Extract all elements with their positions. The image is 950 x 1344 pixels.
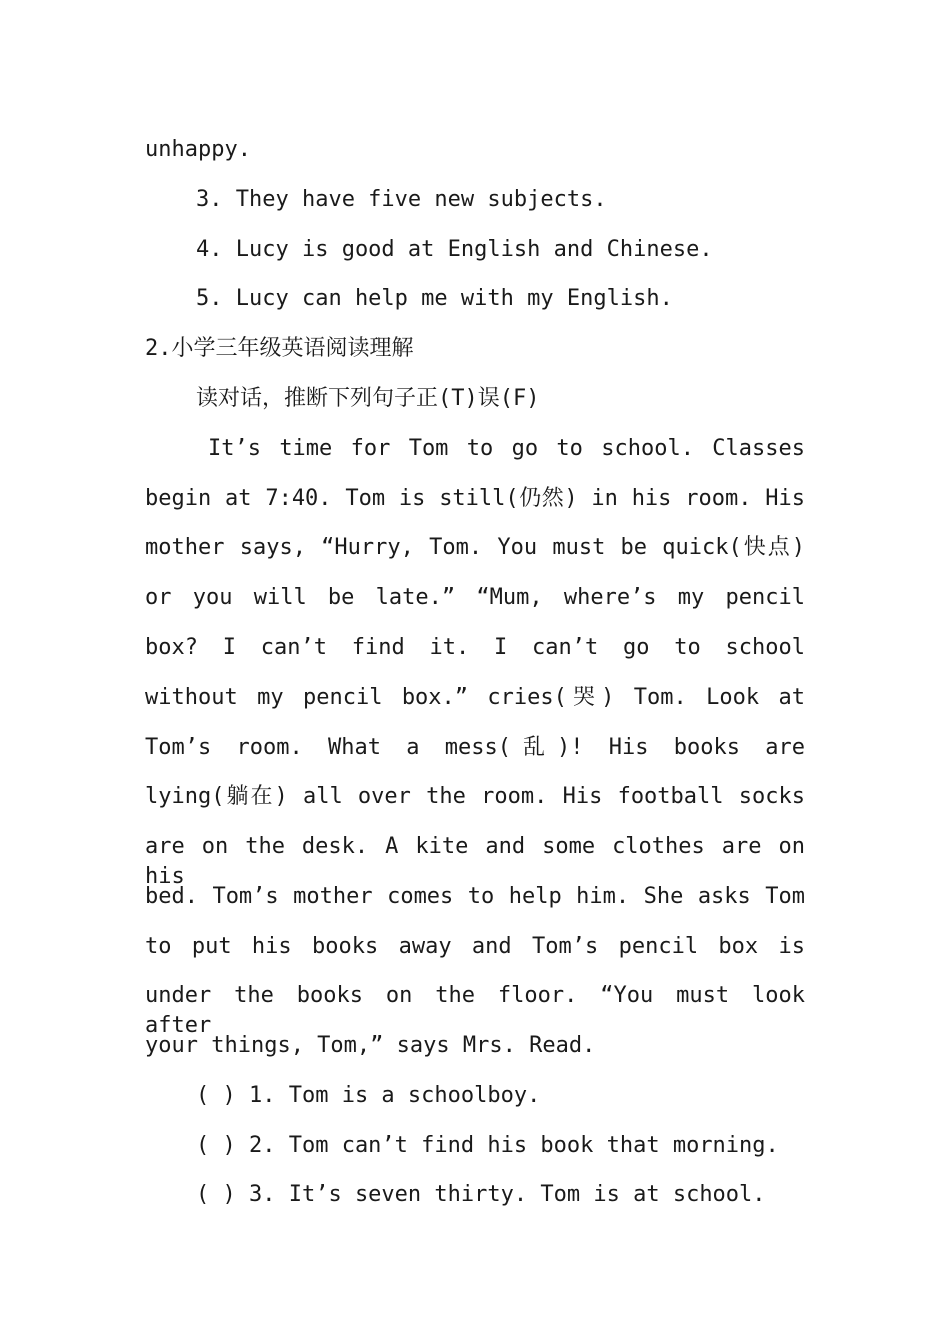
question-item-3: ( ) 3. It’s seven thirty. Tom is at school. xyxy=(196,1182,766,1207)
passage-line: are on the desk. A kite and some clothes are on his xyxy=(145,834,805,889)
question-item-2: ( ) 2. Tom can’t find his book that morning. xyxy=(196,1133,779,1158)
previous-continuation: unhappy. xyxy=(145,137,251,162)
passage-line: under the books on the floor. “You must look after xyxy=(145,983,805,1038)
passage-line: lying(躺在) all over the room. His football socks xyxy=(145,784,805,809)
previous-item-4: 4. Lucy is good at English and Chinese. xyxy=(196,237,713,262)
question-item-1: ( ) 1. Tom is a schoolboy. xyxy=(196,1083,541,1108)
section-instruction: 读对话，推断下列句子正(T)误(F) xyxy=(196,386,540,411)
passage-line: or you will be late.” “Mum, where’s my pencil xyxy=(145,585,805,610)
passage-line: box? I can’t find it. I can’t go to school xyxy=(145,635,805,660)
previous-item-3: 3. They have five new subjects. xyxy=(196,187,607,212)
passage-line: without my pencil box.” cries(哭) Tom. Look at xyxy=(145,685,805,710)
passage-line: to put his books away and Tom’s pencil box is xyxy=(145,934,805,959)
passage-line: It’s time for Tom to go to school. Classes xyxy=(208,436,805,461)
passage-line: mother says, “Hurry, Tom. You must be quick(快点) xyxy=(145,535,805,560)
passage-line: begin at 7:40. Tom is still(仍然) in his room. His xyxy=(145,486,805,511)
passage-line: Tom’s room. What a mess(乱)! His books are xyxy=(145,735,805,760)
section-heading: 2.小学三年级英语阅读理解 xyxy=(145,336,414,361)
previous-item-5: 5. Lucy can help me with my English. xyxy=(196,286,673,311)
passage-line: bed. Tom’s mother comes to help him. She asks Tom xyxy=(145,884,805,909)
passage-line: your things, Tom,” says Mrs. Read. xyxy=(145,1033,596,1058)
